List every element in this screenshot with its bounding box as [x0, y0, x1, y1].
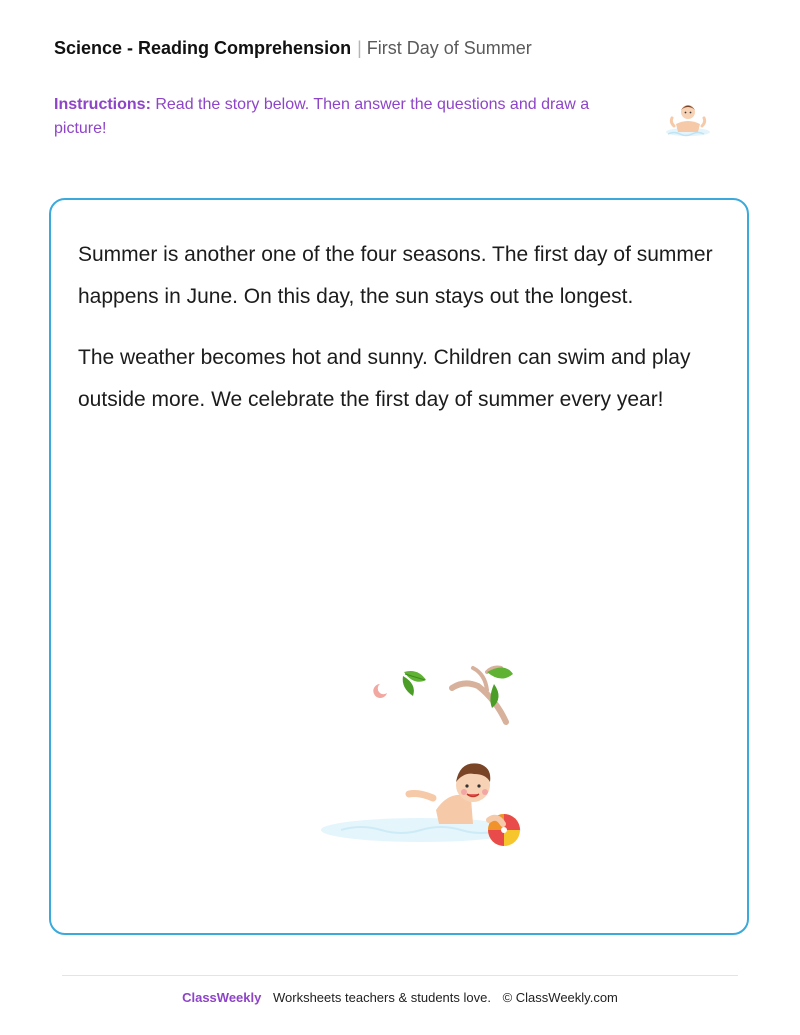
swimming-child-icon: [409, 763, 490, 824]
summer-scene-illustration: [301, 660, 541, 870]
instructions-text: Read the story below. Then answer the questions and draw a picture!: [54, 96, 590, 137]
crescent-icon: [373, 684, 387, 698]
leaf-cluster-icon: [403, 671, 426, 696]
swimming-child-icon: [660, 98, 716, 142]
footer-copyright: © ClassWeekly.com: [502, 990, 618, 1005]
story-text: [78, 234, 718, 440]
footer: [0, 989, 800, 1007]
beach-ball-icon: [488, 814, 520, 846]
story-paragraph-1: Summer is another one of the four seasons. The first day of summer happens in June. On this day, the sun stays out the longest.: [78, 243, 713, 308]
footer-divider: [62, 975, 738, 976]
worksheet-header: [54, 36, 532, 60]
footer-brand: ClassWeekly: [182, 990, 262, 1005]
instructions-label: Instructions:: [54, 96, 151, 113]
tree-branch-icon: [452, 667, 513, 722]
title-separator: |: [357, 38, 362, 58]
story-paragraph-2: The weather becomes hot and sunny. Children can swim and play outside more. We celebrate the first day of summer every year!: [78, 346, 691, 411]
worksheet-title: Science - Reading Comprehension: [54, 38, 352, 58]
footer-tagline: Worksheets teachers & students love.: [272, 990, 491, 1005]
story-box: [49, 198, 749, 935]
instructions: [54, 93, 614, 141]
worksheet-subtitle: First Day of Summer: [366, 38, 532, 58]
